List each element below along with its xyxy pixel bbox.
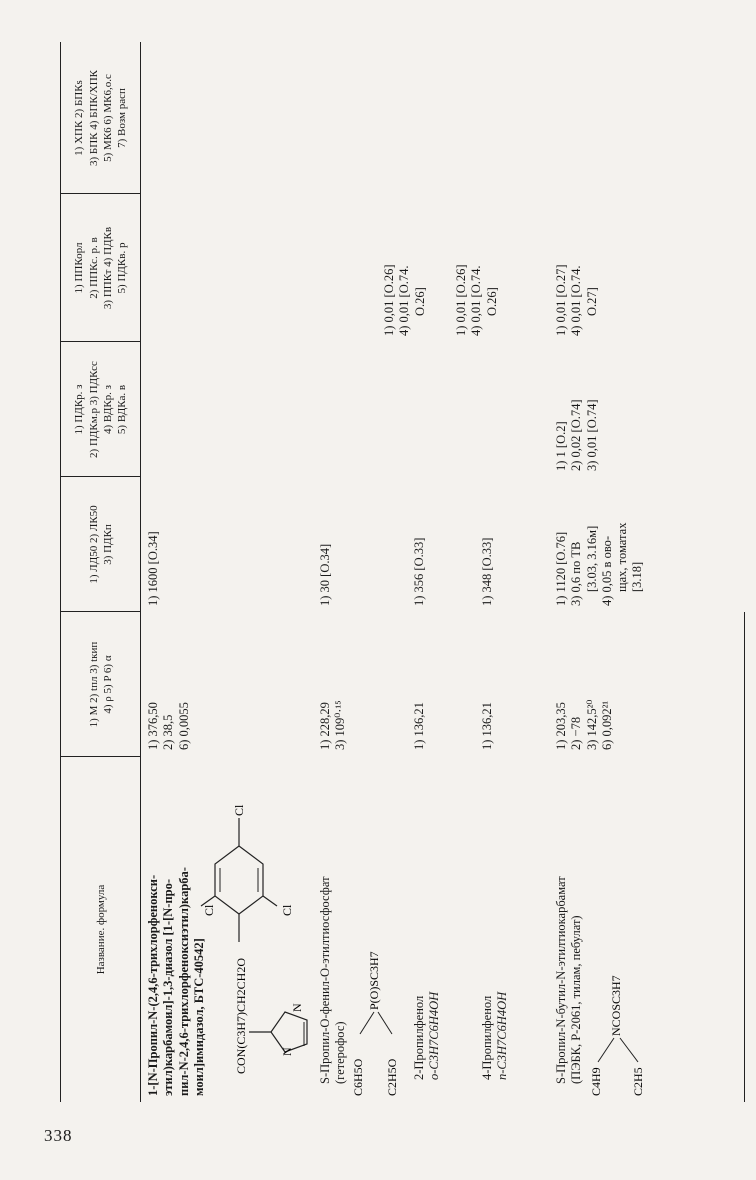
row-5-props: 1) 203,35 2) −78 3) 142,5²⁰ 6) 0,092²¹ [554,699,614,750]
row-5-structure [586,896,646,1096]
row-1-props: 1) 376,50 2) 38,5 6) 0,0055 [146,702,191,750]
cl-ortho-2: Cl [280,904,294,916]
row-2-structure [348,896,400,1096]
row-1-name: 1-[N-Пропил-N-(2,4,6-трихлорфенокси- этил)карбамоил]-1,3-диазол [1-[N-про- пил-N-2,4,6-трихлорфеноксиэтил)карба- моил]имидазол, БТС-40542] [146,867,206,1096]
header-props: 1) M 2) tпл 3) tкип 4) ρ 5) P 6) α [87,641,114,728]
rotated-table [60,42,750,1102]
header-toxicity: 1) ЛД50 2) ЛК50 3) ПДКп [87,505,114,584]
row-4-name: 4-Пропилфенол п-C3H7C6H4OH [480,750,511,1080]
table-top-rule [60,42,61,1102]
header-pdk: 1) ПДКр. з 2) ПДКм.р 3) ПДКсс 4) ВДКр. з 5) ВДКа. в [73,361,129,458]
row-4-props: 1) 136,21 [480,702,494,750]
header-rule [140,42,141,1102]
cl-ortho-1: Cl [202,904,216,916]
phenoxy-group: C6H5O [351,1058,365,1096]
row-4-formula: п-C3H7C6H4OH [495,991,510,1080]
row-3-name: 2-Пропилфенол o-C3H7C6H4OH [412,750,443,1080]
row-5-toxicity: 1) 1120 [O.76] 3) 0,6 по ТВ [3.03, 3.16м] 4) 0,05 в ово- щах, томатах [3.18] [554,522,645,606]
ring-n2: N [290,1003,304,1012]
header-classes: 1) ХПК 2) БПКs 3) БПК 4) БПК/ХПК 5) МК6 6) МК6,о.с 7) Возм расп [73,69,129,167]
row-2-ppk: 1) 0,01 [O.26] 4) 0,01 [O.74. O.26] [382,264,427,336]
row-3-ppk: 1) 0,01 [O.26] 4) 0,01 [O.74. O.26] [454,264,499,336]
page-number: 338 [44,1126,73,1145]
row-3-formula: o-C3H7C6H4OH [427,991,442,1080]
row-5-name: S-Пропил-N-бутил-N-этилтиокарбамат (ПЭБК, Р-2061, тилам, пебулат) [554,876,584,1084]
row-5-pdk: 1) 1 [O.2] 2) 0,02 [O.74] 3) 0,01 [O.74] [554,399,599,471]
ethoxy-group: C2H5O [385,1058,399,1096]
row-1-structure [202,762,315,1082]
amide-chain: CON(C3H7)CH2CH2O [234,957,248,1074]
row-2-props: 1) 228,29 3) 109⁰·¹⁵ [318,700,348,750]
table-bottom-rule [744,612,745,1102]
butyl-group: C4H9 [589,1067,603,1096]
row-3-props: 1) 136,21 [412,702,426,750]
phosphoryl-group: P(O)SC3H7 [367,951,381,1010]
thiocarbamate-group: NCOSC3H7 [609,975,623,1036]
row-3-toxicity: 1) 356 [O.33] [412,537,426,606]
ethyl-group: C2H5 [631,1067,645,1096]
header-ppk: 1) ППКорл 2) ППКс. р. в 3) ППКт 4) ПДКв 5) ПДКв. р [73,226,129,310]
row-2-toxicity: 1) 30 [O.34] [318,543,332,606]
row-4-ppk: 1) 0,01 [O.27] 4) 0,01 [O.74. O.27] [554,264,599,336]
row-1-toxicity: 1) 1600 [O.34] [146,531,160,606]
header-name: Название. формула [94,884,107,975]
cl-para: Cl [232,804,246,816]
row-4-toxicity: 1) 348 [O.33] [480,537,494,606]
ring-n1: N [280,1047,294,1056]
row-2-name: S-Пропил-O-фенил-O-этилтиосфосфат (гетерофос) [318,876,348,1084]
